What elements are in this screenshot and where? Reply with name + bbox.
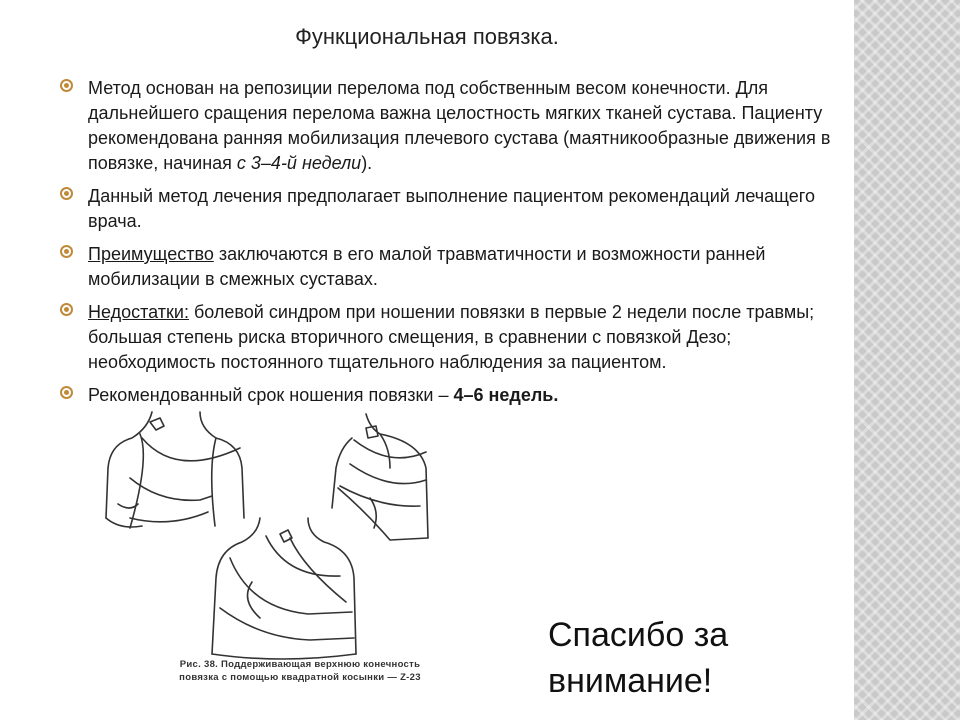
bullet-list [60,76,850,416]
bullet-item-3: Преимущество заключаются в его малой травматичности и возможности ранней мобилизации в смежных суставах. [60,242,850,292]
decorative-side-panel [854,0,960,720]
torso-side-figure [332,414,428,540]
torso-front-figure [106,412,244,528]
figure-caption: Рис. 38. Поддерживающая верхнюю конечность повязка с помощью квадратной косынки — Z-23 [179,659,421,683]
bullet-marker-icon [60,303,73,316]
bullet-item-1: Метод основан на репозиции перелома под собственным весом конечности. Для дальнейшего сращения перелома важна целостность мягких тканей сустава. Пациенту рекомендована ранняя мобилизация плечевого сустава (маятникообразные движения в повязке, начиная с 3–4-й недели). [60,76,850,176]
bullet-marker-icon [60,386,73,399]
slide-title: Функциональная повязка. [295,24,559,49]
bullet-marker-icon [60,79,73,92]
bullet-marker-icon [60,245,73,258]
bullet-item-4: Недостатки: болевой синдром при ношении повязки в первые 2 недели после травмы; большая степень риска вторичного смещения, в сравнении с повязкой Дезо; необходимость постоянного тщательного наблюдения за пациентом. [60,300,850,375]
bullet-marker-icon [60,187,73,200]
torso-wrapped-figure [212,518,356,659]
bullet-item-2: Данный метод лечения предполагает выполнение пациентом рекомендаций лечащего врача. [60,184,850,234]
bullet-item-5: Рекомендованный срок ношения повязки – 4–6 недель. [60,383,850,408]
thanks-text: Спасибо за внимание! [548,616,729,700]
